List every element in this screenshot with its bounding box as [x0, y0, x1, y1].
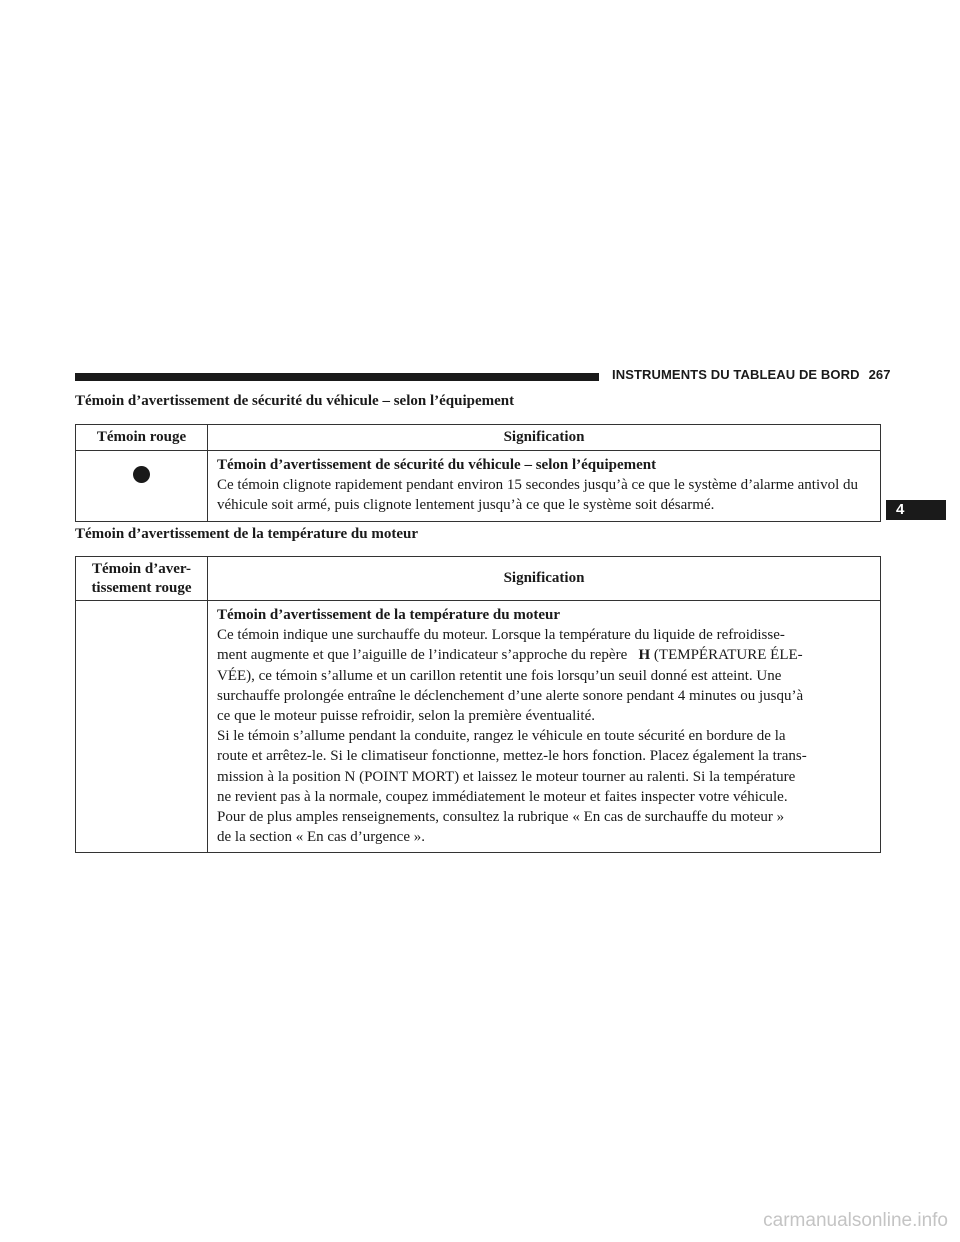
- header-bar: [75, 373, 599, 381]
- col-header-line: tissement rouge: [91, 579, 192, 596]
- text-line: surchauffe prolongée entraîne le déclenchement d’une alerte sonore pendant 4 minutes ou jusqu’à: [217, 687, 804, 704]
- watermark: carmanualsonline.info: [763, 1210, 948, 1231]
- text-line: route et arrêtez-le. Si le climatiseur fonctionne, mettez-le hors fonction. Placez également la trans-: [217, 748, 807, 765]
- text-line: Si le témoin s’allume pendant la conduite, rangez le véhicule en toute sécurité en bordure de la: [217, 728, 786, 745]
- col-header-line: Témoin d’aver-: [91, 560, 191, 577]
- text-line: ne revient pas à la normale, coupez immédiatement le moteur et faites inspecter votre véhicule.: [217, 788, 788, 805]
- table-header-row: [76, 557, 881, 601]
- h-marker: H: [638, 647, 651, 664]
- row-text: Ce témoin clignote rapidement pendant environ 15 secondes jusqu’à ce que le système d’alarme antivol du véhicule soit armé, puis clignote lentement jusqu’à ce que le système soit désarmé.: [217, 477, 859, 514]
- col-header-meaning: Signification: [208, 425, 881, 451]
- meaning-cell: [208, 601, 881, 853]
- table-row: [76, 601, 881, 853]
- temperature-light-table: [75, 556, 881, 853]
- text-line: de la section « En cas d’urgence ».: [217, 829, 425, 846]
- text-line: Ce témoin indique une surchauffe du moteur. Lorsque la température du liquide de refroidisse-: [217, 627, 785, 644]
- table-row: [76, 451, 881, 522]
- text-line: (TEMPÉRATURE ÉLE-: [653, 647, 803, 664]
- security-light-table: [75, 424, 881, 522]
- chapter-tab: 4: [886, 500, 946, 520]
- security-section-title: Témoin d’avertissement de sécurité du véhicule – selon l’équipement: [75, 393, 515, 409]
- light-icon-cell: [76, 451, 208, 522]
- text-line: ce que le moteur puisse refroidir, selon la première éventualité.: [217, 708, 595, 725]
- text-line: mission à la position N (POINT MORT) et laissez le moteur tourner au ralenti. Si la température: [217, 768, 796, 785]
- col-header-meaning: Signification: [208, 557, 881, 601]
- text-line: ment augmente et que l’aiguille de l’indicateur s’approche du repère: [217, 647, 628, 664]
- col-header-light: [76, 557, 208, 601]
- row-title: Témoin d’avertissement de sécurité du véhicule – selon l’équipement: [217, 457, 657, 473]
- running-header: [612, 367, 891, 382]
- header-section: INSTRUMENTS DU TABLEAU DE BORD: [612, 367, 860, 382]
- page-number: 267: [868, 367, 891, 382]
- temperature-section-title: Témoin d’avertissement de la température du moteur: [75, 526, 418, 542]
- light-icon-cell: [76, 601, 208, 853]
- text-line: Pour de plus amples renseignements, consultez la rubrique « En cas de surchauffe du moteur »: [217, 809, 785, 826]
- table-header-row: [76, 425, 881, 451]
- col-header-light: Témoin rouge: [76, 425, 208, 451]
- row-title: Témoin d’avertissement de la température du moteur: [217, 607, 560, 623]
- meaning-cell: [208, 451, 881, 522]
- text-line: VÉE), ce témoin s’allume et un carillon retentit une fois lorsqu’un seuil donné est atteint. Une: [217, 667, 782, 684]
- security-light-icon: [133, 466, 150, 483]
